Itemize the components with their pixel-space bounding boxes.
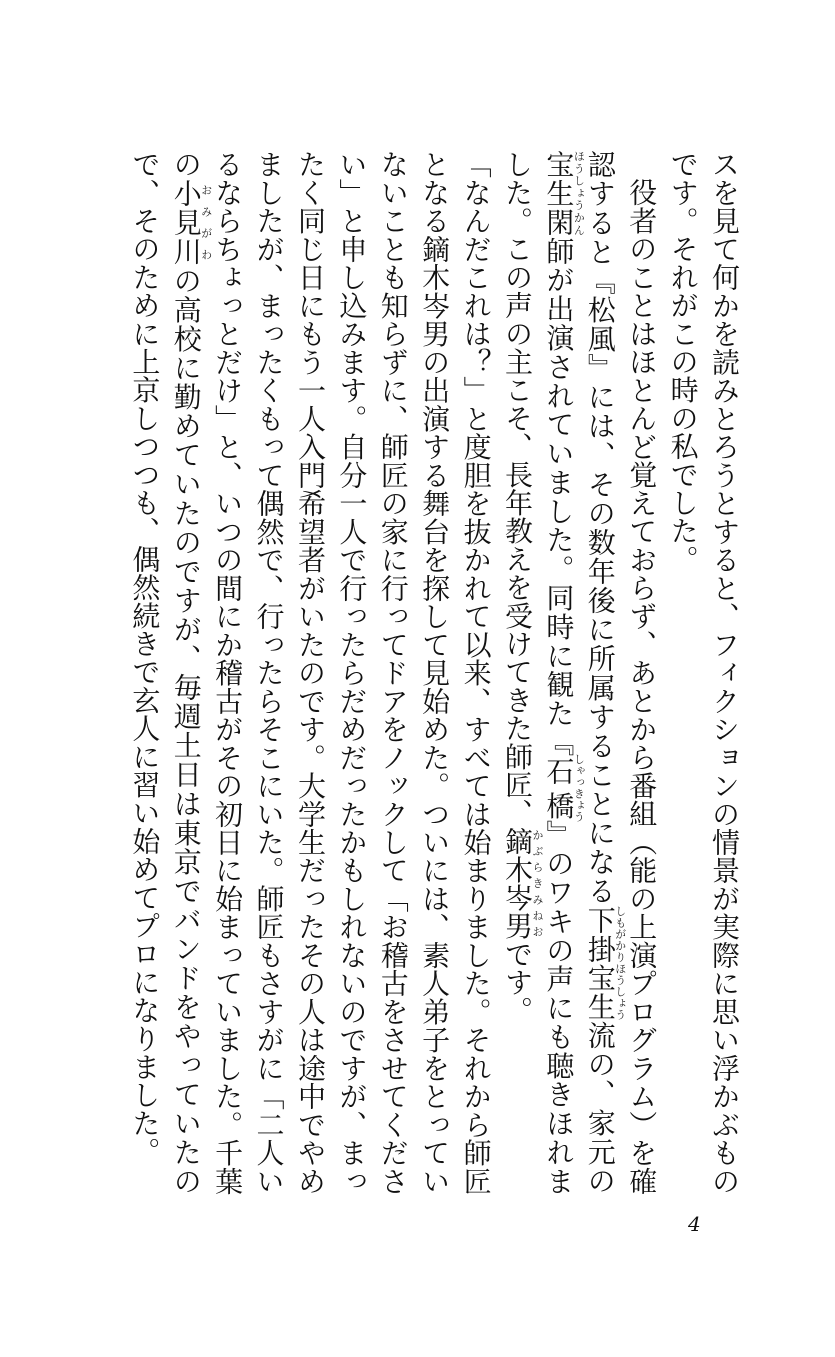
- page-number: 4: [688, 1212, 701, 1236]
- text-run: の高校に勤めていたのですが、毎週土日は東京でバンドをやっていたので、そのために上京しつつも、偶然続きで玄人に習い始めてプロになりました。: [128, 150, 203, 1195]
- ruby-word: [583, 905, 627, 1021]
- text-run: スを見て何かを読みとろうとすると、フィクションの情景が実際に思い浮かぶものです。それがこの時の私でした。: [666, 150, 741, 1195]
- ruby-base: 鏑木岑男: [500, 826, 534, 940]
- ruby-base: 小見川: [169, 179, 203, 267]
- text-run: 』のワキの声にも聴きほれました。この声の主こそ、長年教えを受けてきた師匠、: [500, 150, 576, 1195]
- paragraph: [662, 150, 745, 1195]
- text-run: 役者のことはほとんど覚えておらず、あとから番組（能の上演プログラム）を確認すると『松風』には、その数年後に所属することになる: [583, 150, 659, 1195]
- ruby-reading: おみがわ: [199, 179, 213, 266]
- ruby-base: 石橋: [542, 753, 576, 823]
- ruby-reading: ほうしょうかん: [572, 150, 586, 236]
- text-run: 流の、家元の: [583, 1020, 617, 1195]
- ruby-reading: かぶらきみねお: [530, 826, 544, 940]
- ruby-reading: しゃっきょう: [572, 753, 586, 823]
- paragraph: [497, 150, 663, 1195]
- text-run: 師が出演されていました。同時に観た『: [542, 236, 576, 757]
- ruby-base: 宝生閑: [542, 150, 576, 237]
- paragraph: [124, 150, 497, 1195]
- ruby-word: [542, 753, 586, 823]
- ruby-reading: しもがかりほうしょう: [613, 905, 627, 1021]
- text-run: です。: [500, 939, 534, 1025]
- vertical-body-text: [85, 150, 745, 1195]
- ruby-base: 下掛宝生: [583, 905, 617, 1021]
- ruby-word: [169, 179, 213, 267]
- ruby-word: [500, 826, 544, 940]
- text-run: 「なんだこれは？」と度胆を抜かれて以来、すべては始まりました。それから師匠となる鏑木岑男の出演する舞台を探して見始めた。ついには、素人弟子をとっていないことも知らずに、師匠の家に行ってドアをノックして「お稽古をさせてください」と申し込みます。自分一人で行ったらだめだったかもしれないのですが、まったく同じ日にもう一人入門希望者がいたのです。大学生だったその人は途中でやめましたが、まったくもって偶然で、行ったらそこにいた。師匠もさすがに「二人いるならちょっとだけ」と、いつの間にか稽古がその初日に始まっていました。千葉の: [169, 150, 493, 1195]
- ruby-word: [542, 150, 586, 237]
